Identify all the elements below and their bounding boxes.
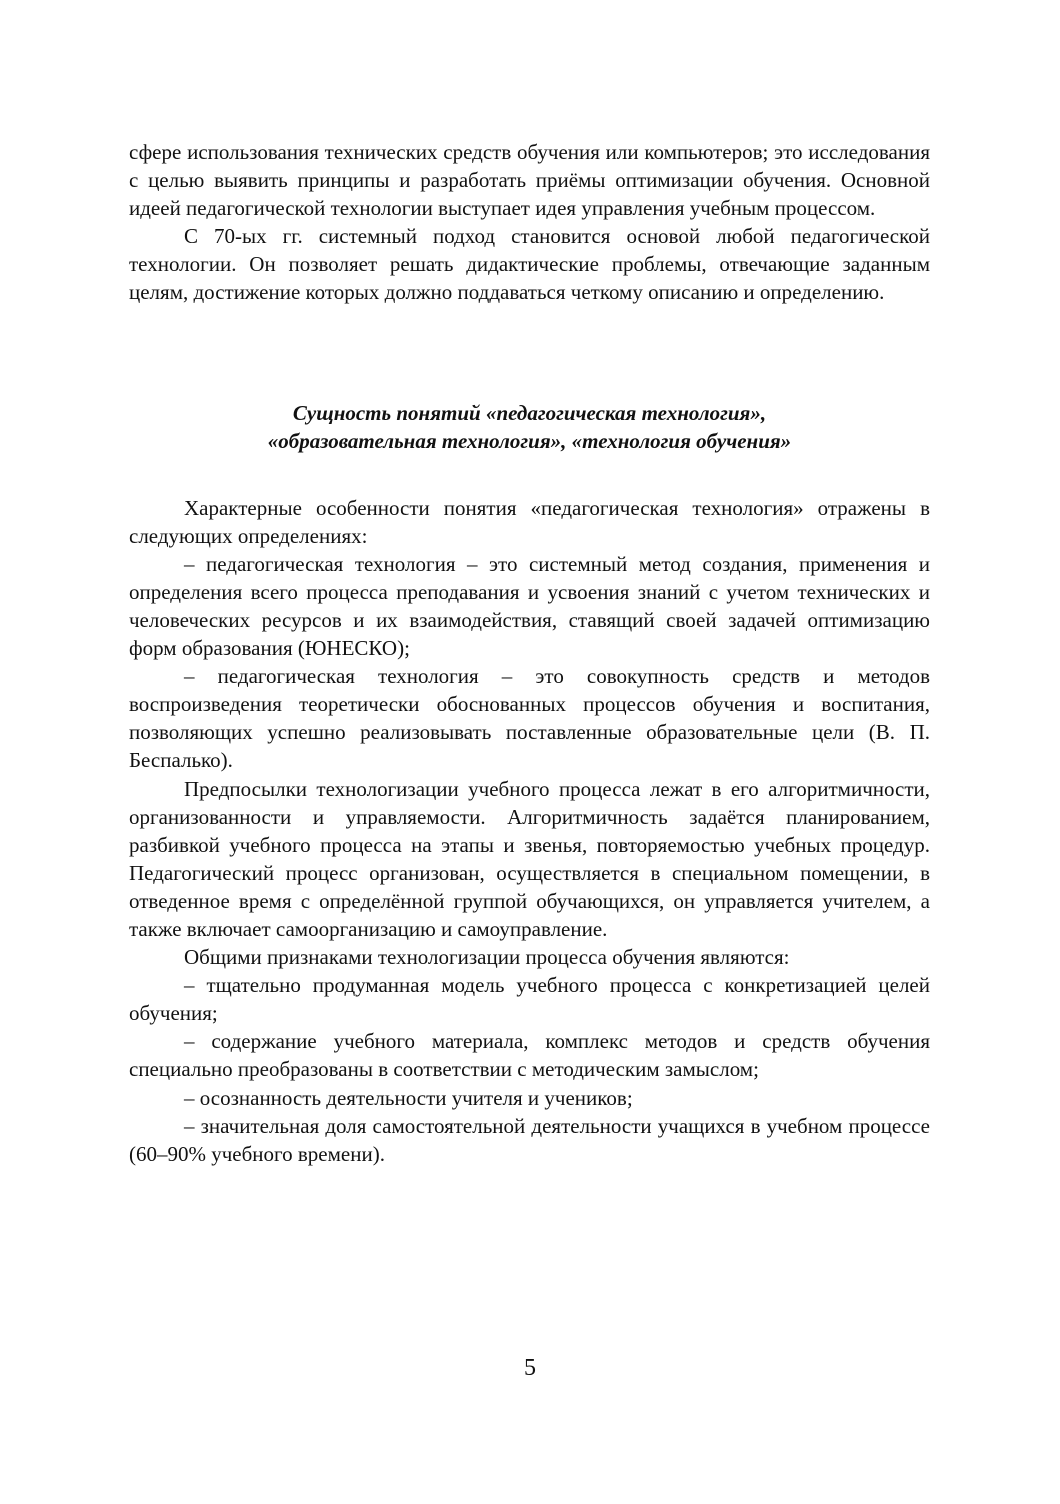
section-title	[129, 399, 930, 455]
feature-item-model: – тщательно продуманная модель учебного процесса с конкретизацией целей обучения;	[129, 973, 930, 1026]
seventies-paragraph: С 70-ых гг. системный подход становится основой любой педагогической технологии. Он позволяет решать дидактические проблемы, отвечающие заданным целям, достижение которых должно поддаваться четкому описанию и определению.	[129, 224, 930, 305]
prerequisites-paragraph: Предпосылки технологизации учебного процесса лежат в его алгоритмичности, организованности и управляемости. Алгоритмичность задаётся планированием, разбивкой учебного процесса на этапы и звенья, повторяемостью учебных процедур. Педагогический процесс организован, осуществляется в специальном помещении, в отведенное время с определённой группой обучающихся, он управляется учителем, а также включает самоорганизацию и самоуправление.	[129, 776, 930, 941]
intro-continuation-paragraph: сфере использования технических средств обучения или компьютеров; это исследования с целью выявить принципы и разработать приёмы оптимизации обучения. Основной идеей педагогической технологии выступает идея управления учебным процессом.	[129, 140, 930, 221]
bespalko-definition-item: – педагогическая технология – это совокупность средств и методов воспроизведения теоретически обоснованных процессов обучения и воспитания, позволяющих успешно реализовывать поставленные образовательные цели (В. П. Беспалько).	[129, 664, 930, 773]
feature-item-independent-work: – значительная доля самостоятельной деятельности учащихся в учебном процессе (60–90% учебного времени).	[129, 1113, 930, 1166]
feature-item-content: – содержание учебного материала, комплекс методов и средств обучения специально преобразованы в соответствии с методическим замыслом;	[129, 1029, 930, 1082]
section-title-line-1: Сущность понятий «педагогическая технология»,	[292, 400, 767, 425]
feature-item-awareness: – осознанность деятельности учителя и учеников;	[184, 1085, 633, 1110]
definitions-intro-paragraph: Характерные особенности понятия «педагогическая технология» отражены в следующих определениях:	[129, 495, 930, 548]
unesco-definition-item: – педагогическая технология – это системный метод создания, применения и определения всего процесса преподавания и усвоения знаний с учетом технических и человеческих ресурсов и их взаимодействия, ставящий своей задачей оптимизацию форм образования (ЮНЕСКО);	[129, 551, 930, 661]
common-features-intro: Общими признаками технологизации процесса обучения являются:	[184, 945, 790, 970]
section-title-line-2: «образовательная технология», «технология обучения»	[267, 428, 792, 453]
page-body	[129, 138, 930, 1168]
page-number: 5	[524, 1355, 536, 1381]
